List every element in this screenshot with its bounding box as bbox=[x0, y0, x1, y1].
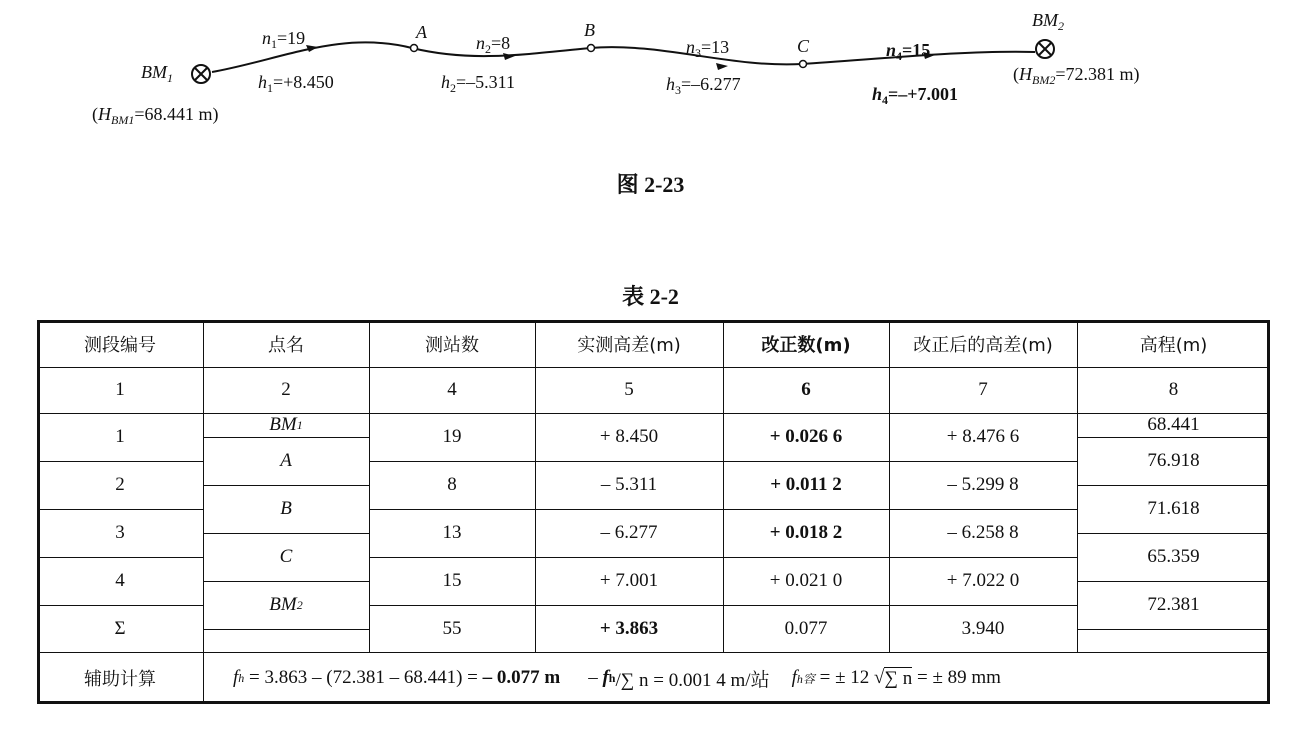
stations-sum: 55 bbox=[442, 617, 462, 639]
fh-subscript: h bbox=[238, 670, 245, 685]
measured-sum: + 3.863 bbox=[599, 617, 659, 639]
aux-calc-formula bbox=[205, 652, 1270, 704]
measured-cell: – 5.311 bbox=[600, 474, 658, 495]
measured-cell: + 8.450 bbox=[599, 426, 659, 447]
tolerance-result: = ± 89 mm bbox=[912, 667, 1001, 688]
correction-cell: + 0.026 6 bbox=[769, 426, 843, 447]
ratio-expression: /∑ n = 0.001 4 m/站 bbox=[615, 669, 770, 691]
col-number: 1 bbox=[115, 379, 125, 400]
segment-4-stations: $n_4=15$ bbox=[886, 40, 931, 63]
segment-id: 4 bbox=[115, 570, 125, 591]
corrected-sum: 3.940 bbox=[961, 617, 1005, 639]
fh-symbol: f bbox=[233, 667, 239, 688]
row-divider bbox=[203, 629, 369, 630]
point-name: BM 1 bbox=[269, 414, 303, 435]
measured-cell: – 6.277 bbox=[600, 522, 658, 543]
stations-cell: 8 bbox=[447, 474, 457, 495]
corrected-cell: + 8.476 6 bbox=[946, 426, 1020, 447]
segment-2-height-diff: $h_2=-5.311$ bbox=[441, 72, 515, 95]
table-caption: 表 2-2 bbox=[622, 284, 679, 309]
point-b-label: B bbox=[584, 20, 595, 40]
header-elevation: 高程(m) bbox=[1139, 334, 1208, 356]
header-corrected: 改正后的高差(m) bbox=[913, 334, 1053, 356]
corrected-cell: + 7.022 0 bbox=[946, 570, 1020, 591]
header-correction: 改正数(m) bbox=[761, 334, 851, 356]
point-name: B bbox=[280, 498, 292, 519]
segment-2-stations: $n_2=8$ bbox=[476, 33, 511, 56]
measured-cell: + 7.001 bbox=[599, 570, 659, 591]
point-a-label: A bbox=[416, 22, 427, 42]
point-name: A bbox=[280, 450, 292, 471]
segment-id: 3 bbox=[115, 522, 125, 543]
elevation-cell: 72.381 bbox=[1147, 594, 1200, 615]
col-number: 5 bbox=[624, 379, 634, 400]
tolerance-subscript: h容 bbox=[796, 671, 815, 686]
elevation-cell: 68.441 bbox=[1147, 414, 1200, 435]
segment-id-sum: Σ bbox=[114, 617, 126, 639]
ratio-symbol: f bbox=[602, 667, 609, 688]
point-name: C bbox=[279, 546, 293, 567]
bm2-symbol bbox=[1036, 40, 1054, 58]
stations-cell: 19 bbox=[442, 426, 462, 447]
row-divider bbox=[1077, 629, 1270, 630]
segment-4-height-diff: $h_4=-+7.001$ bbox=[872, 84, 959, 107]
leveling-adjustment-table bbox=[37, 320, 1270, 704]
bm1-label: $BM_1$ bbox=[141, 62, 173, 85]
fh-expression: = 3.863 – (72.381 – 68.441) = bbox=[244, 667, 483, 688]
bm2-elevation: ($H_{BM2}=72.381$ m) bbox=[1013, 64, 1140, 87]
correction-sum: 0.077 bbox=[784, 617, 828, 639]
col-number: 8 bbox=[1168, 379, 1179, 400]
segment-id: 2 bbox=[115, 474, 125, 495]
elevation-cell: 76.918 bbox=[1147, 450, 1200, 471]
bm1-elevation: ($H_{BM1}=68.441$ m) bbox=[92, 104, 219, 127]
correction-cell: + 0.011 2 bbox=[770, 474, 842, 495]
aux-calc-label: 辅助计算 bbox=[84, 669, 156, 690]
correction-cell: + 0.018 2 bbox=[769, 522, 843, 543]
figure-caption: 图 2-23 bbox=[616, 172, 685, 197]
corrected-cell: – 5.299 8 bbox=[947, 474, 1019, 495]
tolerance-expression: = ± 12 √ bbox=[814, 667, 885, 688]
fh-result: – 0.077 m bbox=[482, 667, 561, 688]
header-point-name: 点名 bbox=[268, 334, 304, 356]
corrected-cell: – 6.258 8 bbox=[947, 522, 1019, 543]
ratio-prefix: – bbox=[588, 667, 603, 688]
col-number: 6 bbox=[801, 379, 811, 400]
point-c-marker bbox=[800, 61, 807, 68]
stations-cell: 13 bbox=[442, 522, 462, 543]
point-name: BM 2 bbox=[269, 594, 303, 615]
segment-3-height-diff: $h_3=-6.277$ bbox=[666, 74, 741, 97]
header-segment-no: 测段编号 bbox=[84, 334, 156, 356]
stations-cell: 15 bbox=[442, 570, 462, 591]
segment-1-height-diff: $h_1=+8.450$ bbox=[258, 72, 334, 95]
elevation-cell: 71.618 bbox=[1147, 498, 1200, 519]
col-number: 4 bbox=[447, 379, 457, 400]
col-number: 2 bbox=[281, 379, 291, 400]
direction-arrow-3 bbox=[716, 63, 728, 70]
point-b-marker bbox=[588, 45, 595, 52]
tolerance-sqrt-body: ∑ n bbox=[884, 667, 913, 689]
header-measured: 实测高差(m) bbox=[577, 334, 681, 356]
point-a-marker bbox=[411, 45, 418, 52]
bm1-symbol bbox=[192, 65, 210, 83]
header-stations: 测站数 bbox=[425, 334, 479, 356]
segment-id: 1 bbox=[115, 426, 125, 447]
ratio-subscript: h bbox=[608, 670, 616, 685]
tolerance-symbol: f bbox=[791, 667, 797, 688]
elevation-cell: 65.359 bbox=[1147, 546, 1200, 567]
col-number: 7 bbox=[978, 379, 988, 400]
correction-cell: + 0.021 0 bbox=[769, 570, 843, 591]
segment-1-stations: $n_1=19$ bbox=[262, 28, 306, 51]
bm2-label: $BM_2$ bbox=[1032, 10, 1064, 33]
segment-3-stations: $n_3=13$ bbox=[686, 37, 730, 60]
point-c-label: C bbox=[797, 36, 810, 56]
